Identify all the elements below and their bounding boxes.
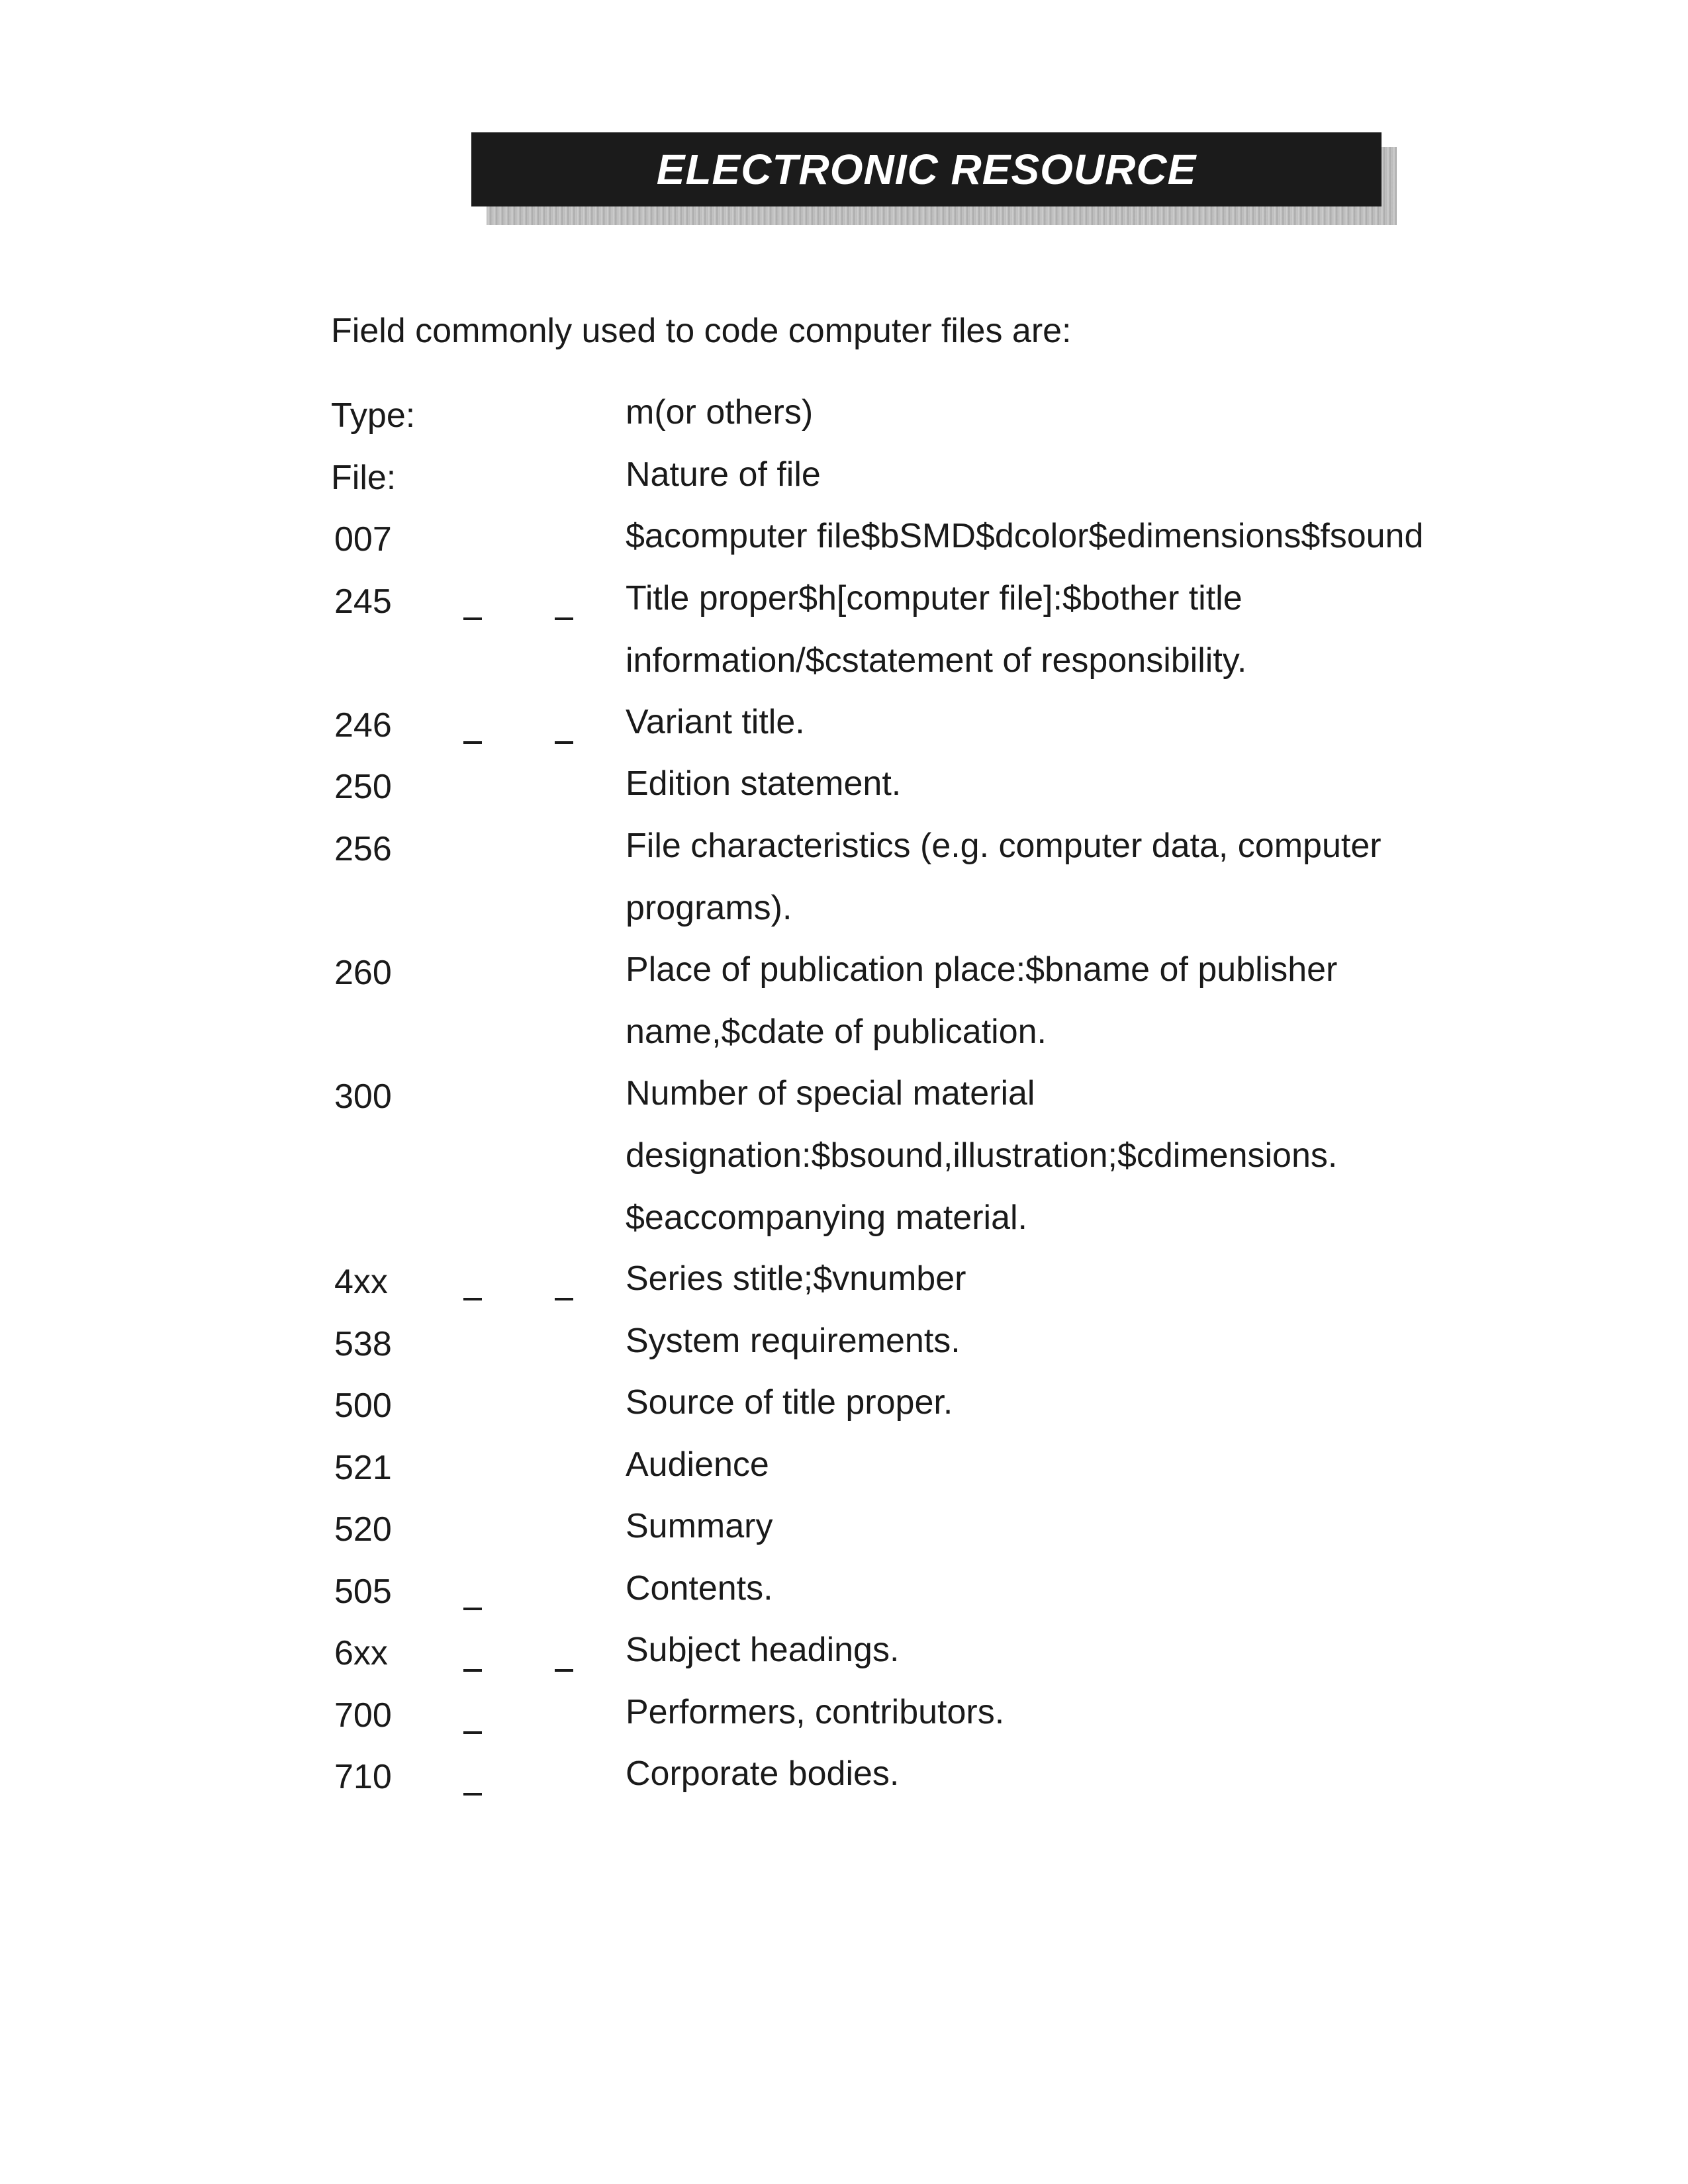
field-row — [0, 1383, 1688, 1445]
field-description-line: Contents. — [626, 1569, 773, 1608]
field-tag: 521 — [334, 1448, 392, 1487]
field-description — [626, 1495, 773, 1557]
indicator-1-blank — [463, 1298, 482, 1300]
field-row — [0, 826, 1688, 927]
page-title: ELECTRONIC RESOURCE — [656, 146, 1197, 193]
field-tag: 505 — [334, 1572, 392, 1611]
field-description-line: designation:$bsound,illustration;$cdimensions. — [626, 1136, 1338, 1175]
field-description-line: $acomputer file$bSMD$dcolor$edimensions$fsound — [626, 517, 1424, 555]
field-tag: 246 — [334, 705, 392, 745]
field-tag: 6xx — [334, 1634, 388, 1672]
field-tag: 007 — [334, 520, 392, 559]
field-row — [0, 393, 1688, 455]
field-tag: 300 — [334, 1077, 392, 1116]
field-description-line: Performers, contributors. — [626, 1692, 1005, 1731]
field-description — [626, 1619, 899, 1681]
indicator-1-blank — [463, 1669, 482, 1672]
indicator-2-blank — [555, 1669, 573, 1672]
field-description — [626, 691, 805, 753]
field-description — [626, 938, 1337, 1063]
field-description — [626, 1557, 773, 1619]
field-row — [0, 578, 1688, 680]
indicator-2-blank — [555, 1298, 573, 1300]
field-tag: 4xx — [334, 1263, 388, 1301]
field-description-line: m(or others) — [626, 393, 814, 432]
field-description-line: $eaccompanying material. — [626, 1198, 1027, 1237]
field-description-line: File characteristics (e.g. computer data, computer — [626, 826, 1382, 865]
field-description-line: System requirements. — [626, 1321, 961, 1360]
field-description-line: Corporate bodies. — [626, 1754, 900, 1793]
field-row — [0, 950, 1688, 1051]
field-description — [626, 1681, 1004, 1743]
field-description — [626, 815, 1382, 939]
field-tag: Type: — [331, 396, 416, 435]
field-description-line: Place of publication place:$bname of publisher — [626, 950, 1338, 989]
field-tag: 710 — [334, 1758, 392, 1796]
field-tag: 500 — [334, 1387, 392, 1425]
field-description-line: Edition statement. — [626, 764, 902, 803]
intro-text: Field commonly used to code computer files are: — [331, 312, 1072, 350]
field-tag: 256 — [334, 829, 392, 868]
field-description-line: Variant title. — [626, 702, 805, 741]
indicator-1-blank — [463, 741, 482, 744]
indicator-1-blank — [463, 1731, 482, 1734]
field-description — [626, 1248, 966, 1310]
field-description — [626, 752, 901, 815]
field-description — [626, 381, 813, 443]
field-description-line: Number of special material — [626, 1073, 1035, 1113]
indicator-1-blank — [463, 1608, 482, 1610]
field-description — [626, 1310, 961, 1372]
field-row — [0, 1754, 1688, 1817]
field-description — [626, 1062, 1337, 1249]
field-tag: File: — [331, 458, 397, 497]
field-description-line: Nature of file — [626, 455, 821, 494]
field-description-line: Source of title proper. — [626, 1383, 953, 1422]
field-tag: 538 — [334, 1324, 392, 1363]
field-description — [626, 1433, 769, 1496]
field-description-line: Audience — [626, 1445, 769, 1484]
field-description-line: name,$cdate of publication. — [626, 1012, 1047, 1051]
field-description — [626, 1743, 899, 1805]
indicator-2-blank — [555, 617, 573, 620]
indicator-1-blank — [463, 617, 482, 620]
field-tag: 700 — [334, 1696, 392, 1735]
title-banner — [471, 132, 1382, 206]
field-description-line: information/$cstatement of responsibility. — [626, 641, 1247, 680]
indicator-2-blank — [555, 741, 573, 744]
field-description — [626, 443, 821, 506]
field-tag: 245 — [334, 582, 392, 621]
field-tag: 260 — [334, 953, 392, 992]
field-description-line: Series stitle;$vnumber — [626, 1259, 966, 1298]
field-row — [0, 1073, 1688, 1237]
field-row — [0, 1507, 1688, 1569]
field-description-line: Title proper$h[computer file]:$bother title — [626, 578, 1243, 617]
field-tag: 250 — [334, 768, 392, 806]
field-description — [626, 567, 1246, 692]
field-description-line: programs). — [626, 888, 792, 927]
field-description-line: Summary — [626, 1507, 773, 1545]
field-description — [626, 505, 1423, 567]
field-description — [626, 1371, 953, 1433]
field-tag: 520 — [334, 1510, 392, 1549]
indicator-1-blank — [463, 1793, 482, 1796]
field-description-line: Subject headings. — [626, 1631, 900, 1669]
field-row — [0, 1445, 1688, 1508]
